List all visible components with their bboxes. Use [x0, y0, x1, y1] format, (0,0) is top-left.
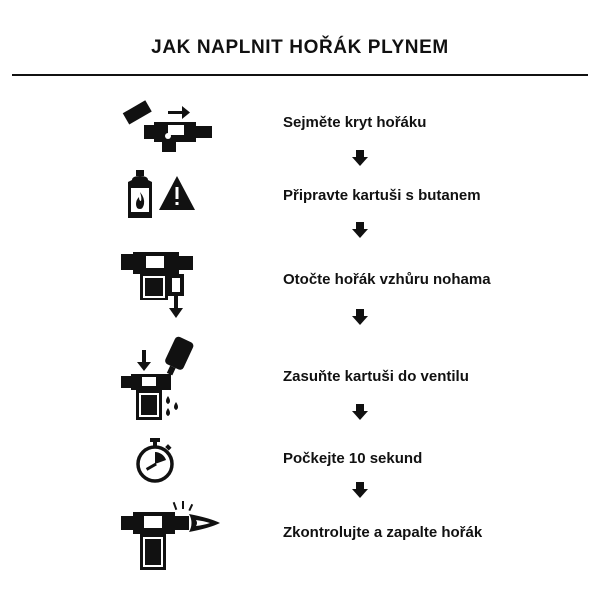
step-label: Zkontrolujte a zapalte hořák: [283, 524, 483, 541]
stopwatch-icon: [134, 438, 176, 484]
title-divider: [12, 74, 588, 76]
arrow-down-icon: [352, 150, 368, 166]
step-label: Zasuňte kartuši do ventilu: [283, 368, 469, 385]
arrow-down-icon: [352, 222, 368, 238]
arrow-down-icon: [352, 482, 368, 498]
canister-insert-valve-icon: [118, 336, 198, 428]
arrow-down-icon: [352, 404, 368, 420]
step-label: Připravte kartuši s butanem: [283, 187, 481, 204]
step-label: Sejměte kryt hořáku: [283, 114, 427, 131]
step-label: Počkejte 10 sekund: [283, 450, 423, 467]
butane-canister-warning-icon: [128, 170, 198, 220]
torch-flame-icon: [118, 500, 222, 575]
page-title: JAK NAPLNIT HOŘÁK PLYNEM: [151, 37, 449, 58]
torch-upside-down-icon: [118, 252, 198, 322]
torch-cap-remove-icon: [118, 100, 218, 155]
arrow-down-icon: [352, 309, 368, 325]
step-label: Otočte hořák vzhůru nohama: [283, 271, 491, 288]
